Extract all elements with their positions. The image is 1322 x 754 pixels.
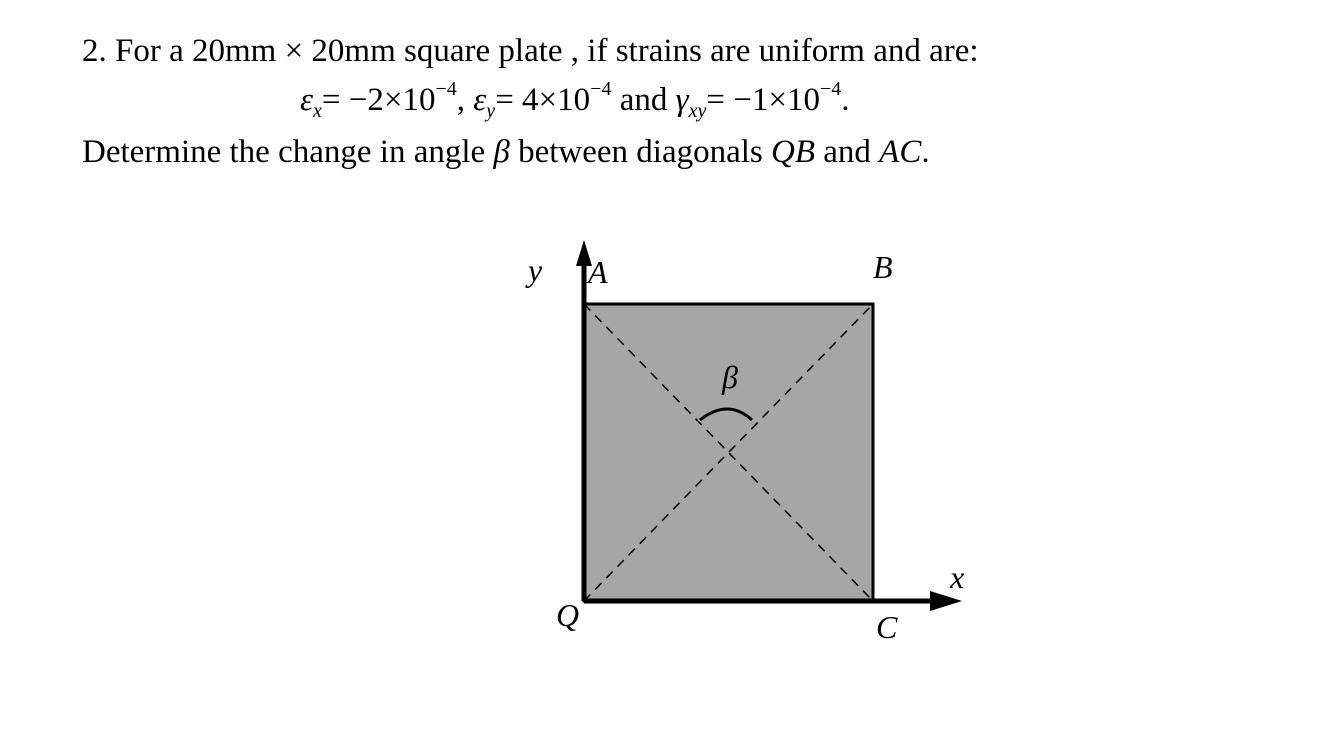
question-middle: between diagonals [509,134,772,170]
corner-c-label: C [876,609,898,645]
epsilon-x-subscript: x [313,100,322,122]
diagonal-qb-label: QB [771,134,816,170]
epsilon-y-value: = 4×10 [495,82,591,118]
gamma-xy-symbol: γ [675,82,689,118]
question-end: . [921,134,930,170]
beta-angle-label: β [722,359,738,395]
beta-symbol: β [493,134,510,170]
ending-period: . [841,82,850,118]
gamma-xy-exponent: −4 [819,78,842,100]
epsilon-y-symbol: ε [473,82,487,118]
corner-b-label: B [873,249,893,285]
y-axis-label: y [528,252,543,288]
gamma-xy-subscript: xy [688,100,707,122]
separator-comma: , [456,82,474,118]
epsilon-x-symbol: ε [300,82,314,118]
epsilon-x-exponent: −4 [435,78,457,100]
epsilon-x-value: = −2×10 [321,82,436,118]
corner-a-label: A [588,254,608,290]
epsilon-y-exponent: −4 [590,78,612,100]
x-axis-label: x [950,559,965,595]
question-prefix: Determine the change in angle [82,134,494,170]
and-word: and [611,82,676,118]
problem-statement-line: 2. For a 20mm × 20mm square plate , if strains are uniform and are: [82,33,979,69]
epsilon-y-subscript: y [486,100,496,122]
diagonal-ac-label: AC [879,134,922,170]
question-and: and [815,134,880,170]
gamma-xy-value: = −1×10 [706,82,820,118]
corner-q-label: Q [556,597,580,633]
